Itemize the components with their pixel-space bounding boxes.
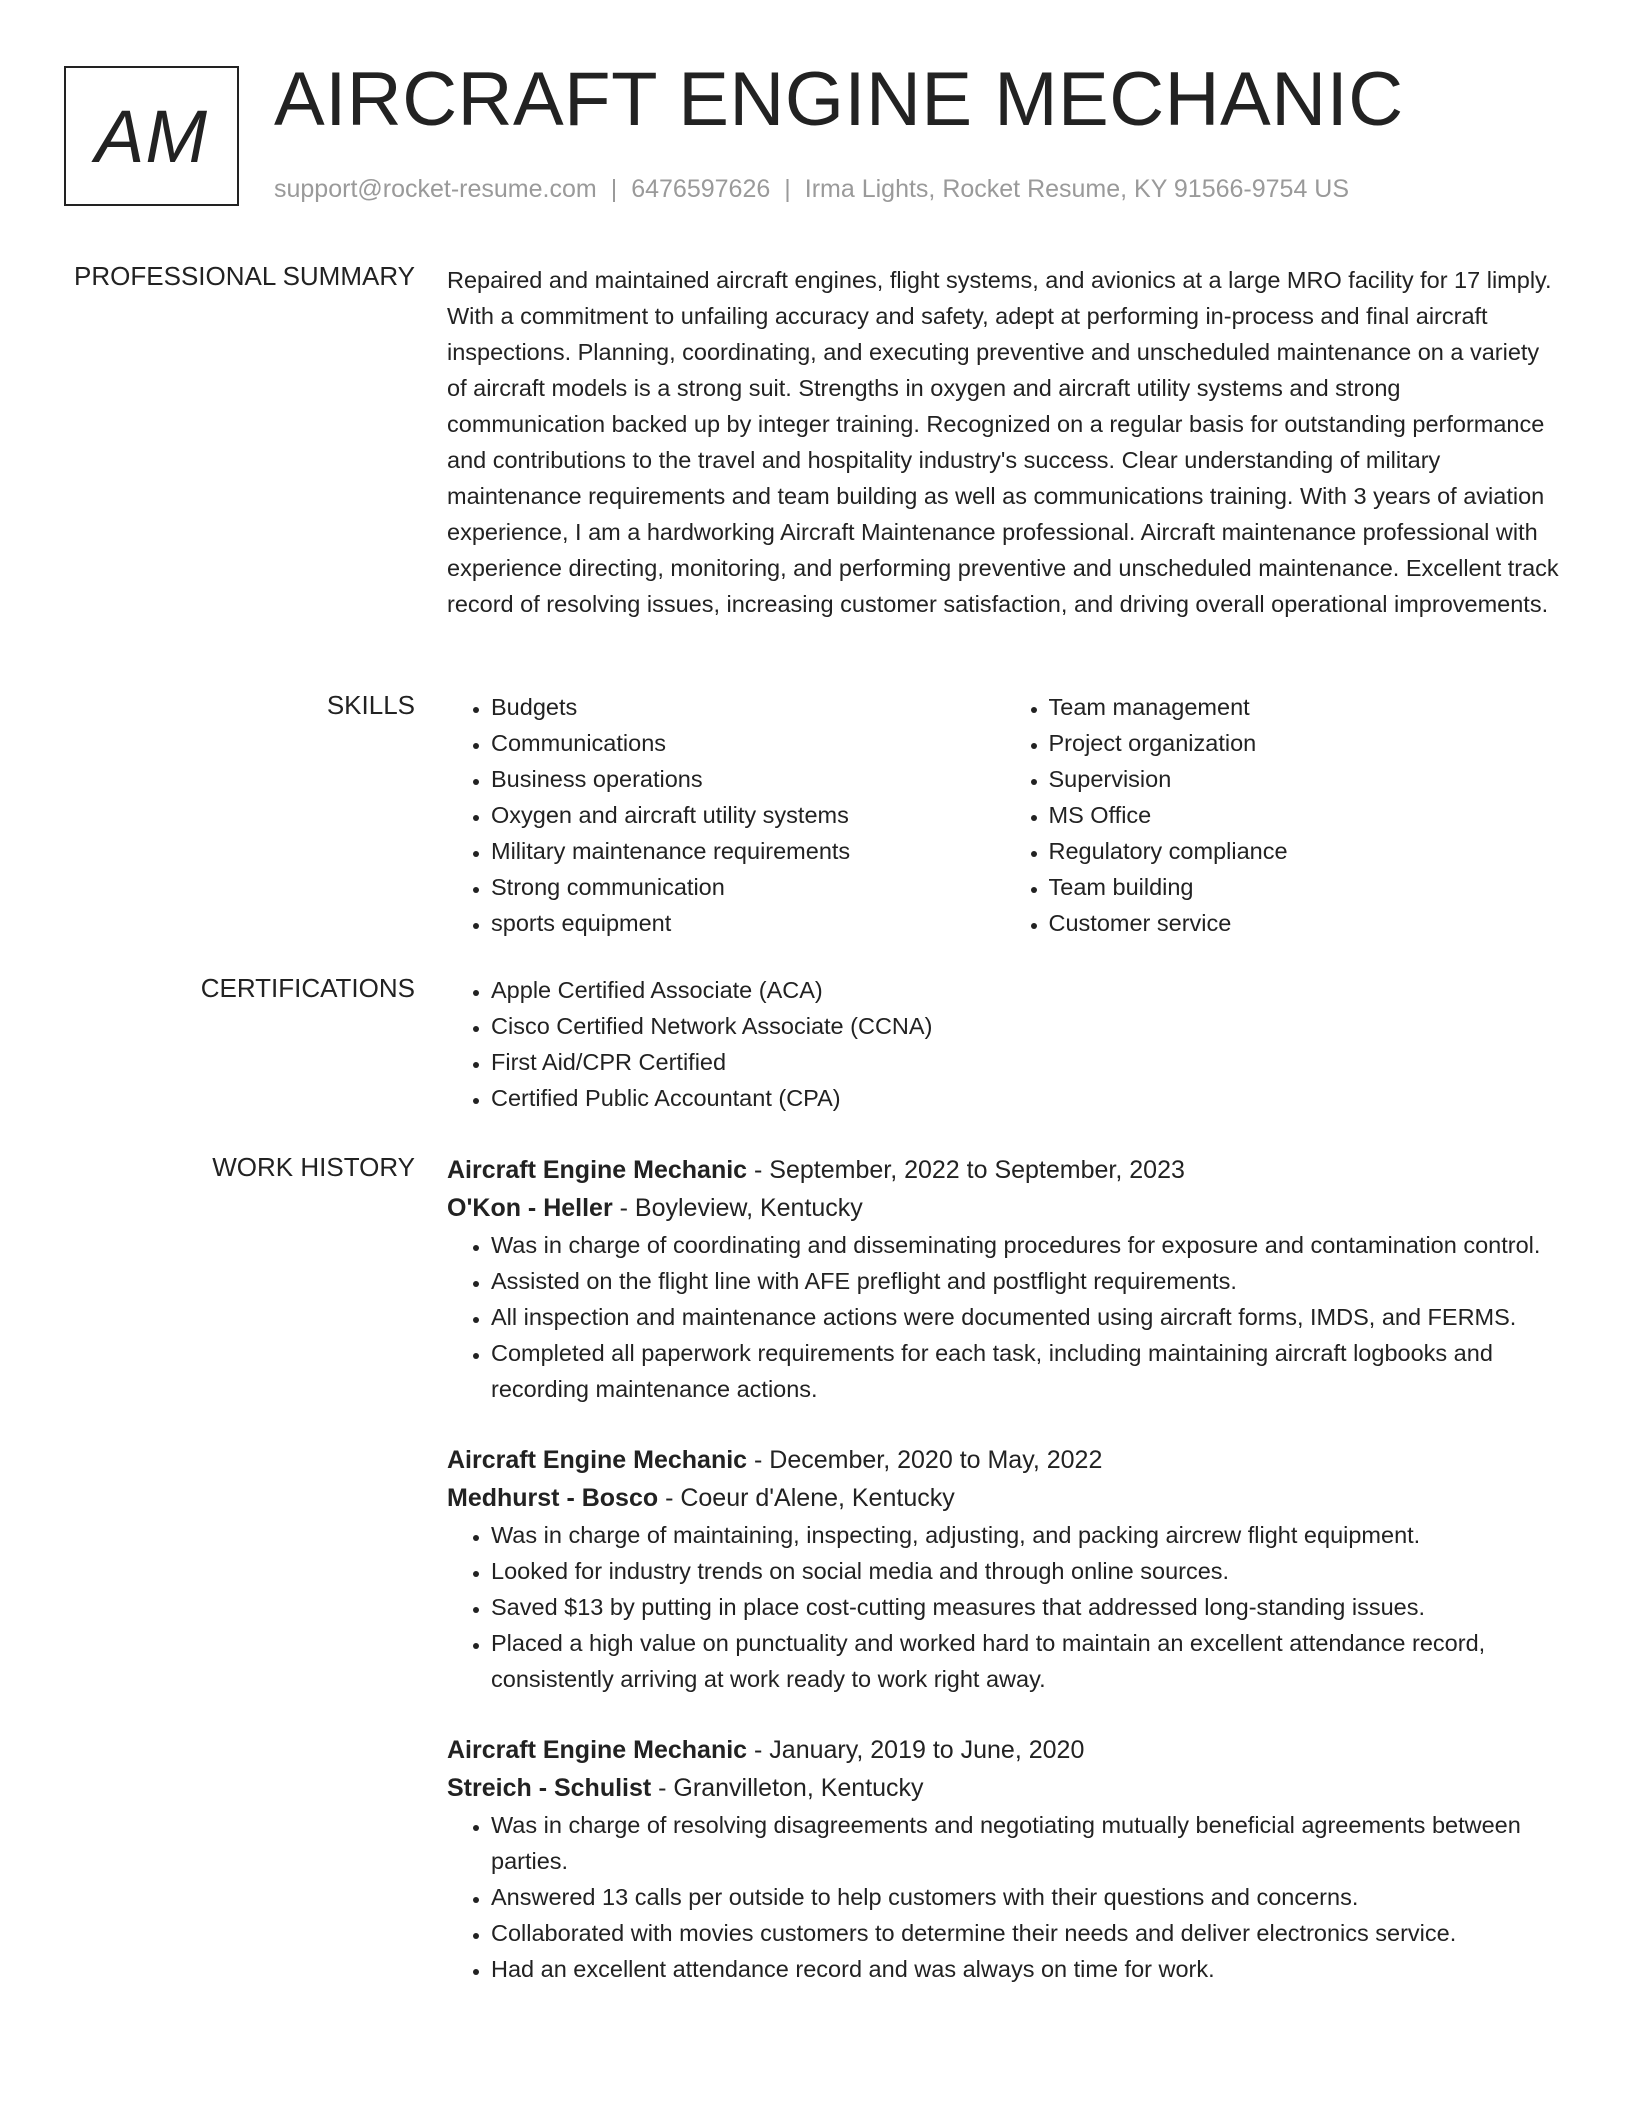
job-bullets	[447, 1517, 1562, 1697]
job-bullets	[447, 1807, 1562, 1987]
summary-heading: PROFESSIONAL SUMMARY	[74, 261, 415, 291]
monogram-initials: AM	[64, 66, 239, 206]
skill-item: • MS Office	[1049, 797, 1563, 833]
certification-item: • Cisco Certified Network Associate (CCNA)	[491, 1008, 1562, 1044]
contact-separator: |	[784, 175, 791, 203]
contact-line	[274, 175, 1349, 204]
job-bullet: • Answered 13 calls per outside to help customers with their questions and concerns.	[491, 1879, 1562, 1915]
job-bullet: • Collaborated with movies customers to determine their needs and deliver electronics service.	[491, 1915, 1562, 1951]
job-company: O'Kon - Heller	[447, 1194, 613, 1222]
job-dates: - December, 2020 to May, 2022	[747, 1446, 1103, 1474]
certifications-body	[447, 972, 1562, 1116]
skill-item: • Oxygen and aircraft utility systems	[491, 797, 1005, 833]
summary-text: Repaired and maintained aircraft engines, flight systems, and avionics at a large MRO facility for 17 limply. With a commitment to unfailing accuracy and safety, adept at performing in-process and final aircraft inspections. Planning, coordinating, and executing preventive and unscheduled maintenance on a variety of aircraft models is a strong suit. Strengths in oxygen and aircraft utility systems and strong communication backed up by integer training. Recognized on a regular basis for outstanding performance and contributions to the travel and hospitality industry's success. Clear understanding of military maintenance requirements and team building as well as communications training. With 3 years of aviation experience, I am a hardworking Aircraft Maintenance professional. Aircraft maintenance professional with experience directing, monitoring, and performing preventive and unscheduled maintenance. Excellent track record of resolving issues, increasing customer satisfaction, and driving overall operational improvements.	[447, 267, 1559, 617]
job-dates: - January, 2019 to June, 2020	[747, 1736, 1085, 1764]
skills-list-left	[447, 689, 1005, 941]
work-heading: WORK HISTORY	[212, 1152, 415, 1182]
skill-item: • sports equipment	[491, 905, 1005, 941]
job-title-line	[447, 1731, 1562, 1769]
job-bullets	[447, 1227, 1562, 1407]
skill-item: • Supervision	[1049, 761, 1563, 797]
job-title-line	[447, 1151, 1562, 1189]
certifications-heading: CERTIFICATIONS	[200, 973, 415, 1003]
job-entry	[447, 1731, 1562, 1987]
job-company: Streich - Schulist	[447, 1774, 652, 1802]
skill-item: • Business operations	[491, 761, 1005, 797]
job-title: Aircraft Engine Mechanic	[447, 1736, 748, 1764]
job-dates: - September, 2022 to September, 2023	[747, 1156, 1185, 1184]
skill-item: • Team management	[1049, 689, 1563, 725]
job-bullet: • Completed all paperwork requirements for each task, including maintaining aircraft logbooks and recording maintenance actions.	[491, 1335, 1562, 1407]
skill-item: • Military maintenance requirements	[491, 833, 1005, 869]
job-location: - Granvilleton, Kentucky	[651, 1774, 924, 1802]
job-location: - Coeur d'Alene, Kentucky	[658, 1484, 955, 1512]
skill-item: • Customer service	[1049, 905, 1563, 941]
skill-item: • Project organization	[1049, 725, 1563, 761]
job-location: - Boyleview, Kentucky	[612, 1194, 863, 1222]
skills-list-right	[1005, 689, 1563, 941]
certifications-list	[447, 972, 1562, 1116]
page-title: AIRCRAFT ENGINE MECHANIC	[274, 57, 1404, 142]
skills-columns	[447, 689, 1562, 941]
job-company-line	[447, 1769, 1562, 1807]
job-bullet: • Assisted on the flight line with AFE preflight and postflight requirements.	[491, 1263, 1562, 1299]
certification-item: • Apple Certified Associate (ACA)	[491, 972, 1562, 1008]
contact-email[interactable]: support@rocket-resume.com	[274, 175, 597, 203]
skill-item: • Communications	[491, 725, 1005, 761]
job-company-line	[447, 1189, 1562, 1227]
job-entry	[447, 1151, 1562, 1407]
certification-item: • First Aid/CPR Certified	[491, 1044, 1562, 1080]
contact-phone[interactable]: 6476597626	[631, 175, 771, 203]
skill-item: • Budgets	[491, 689, 1005, 725]
job-company-line	[447, 1479, 1562, 1517]
certification-item: • Certified Public Accountant (CPA)	[491, 1080, 1562, 1116]
skills-heading: SKILLS	[326, 690, 415, 720]
job-title-line	[447, 1441, 1562, 1479]
contact-address: Irma Lights, Rocket Resume, KY 91566-9754 US	[804, 175, 1350, 203]
job-title: Aircraft Engine Mechanic	[447, 1156, 748, 1184]
job-entry	[447, 1441, 1562, 1697]
job-title: Aircraft Engine Mechanic	[447, 1446, 748, 1474]
job-bullet: • Looked for industry trends on social media and through online sources.	[491, 1553, 1562, 1589]
job-bullet: • Had an excellent attendance record and was always on time for work.	[491, 1951, 1562, 1987]
job-bullet: • Saved $13 by putting in place cost-cutting measures that addressed long-standing issues.	[491, 1589, 1562, 1625]
job-bullet: • All inspection and maintenance actions were documented using aircraft forms, IMDS, and FERMS.	[491, 1299, 1562, 1335]
job-bullet: • Was in charge of resolving disagreements and negotiating mutually beneficial agreements between parties.	[491, 1807, 1562, 1879]
job-bullet: • Placed a high value on punctuality and worked hard to maintain an excellent attendance record, consistently arriving at work ready to work right away.	[491, 1625, 1562, 1697]
skill-item: • Strong communication	[491, 869, 1005, 905]
skill-item: • Regulatory compliance	[1049, 833, 1563, 869]
job-company: Medhurst - Bosco	[447, 1484, 659, 1512]
skill-item: • Team building	[1049, 869, 1563, 905]
job-bullet: • Was in charge of coordinating and disseminating procedures for exposure and contamination control.	[491, 1227, 1562, 1263]
job-bullet: • Was in charge of maintaining, inspecting, adjusting, and packing aircrew flight equipment.	[491, 1517, 1562, 1553]
work-body	[447, 1151, 1562, 2021]
contact-separator: |	[610, 175, 618, 203]
